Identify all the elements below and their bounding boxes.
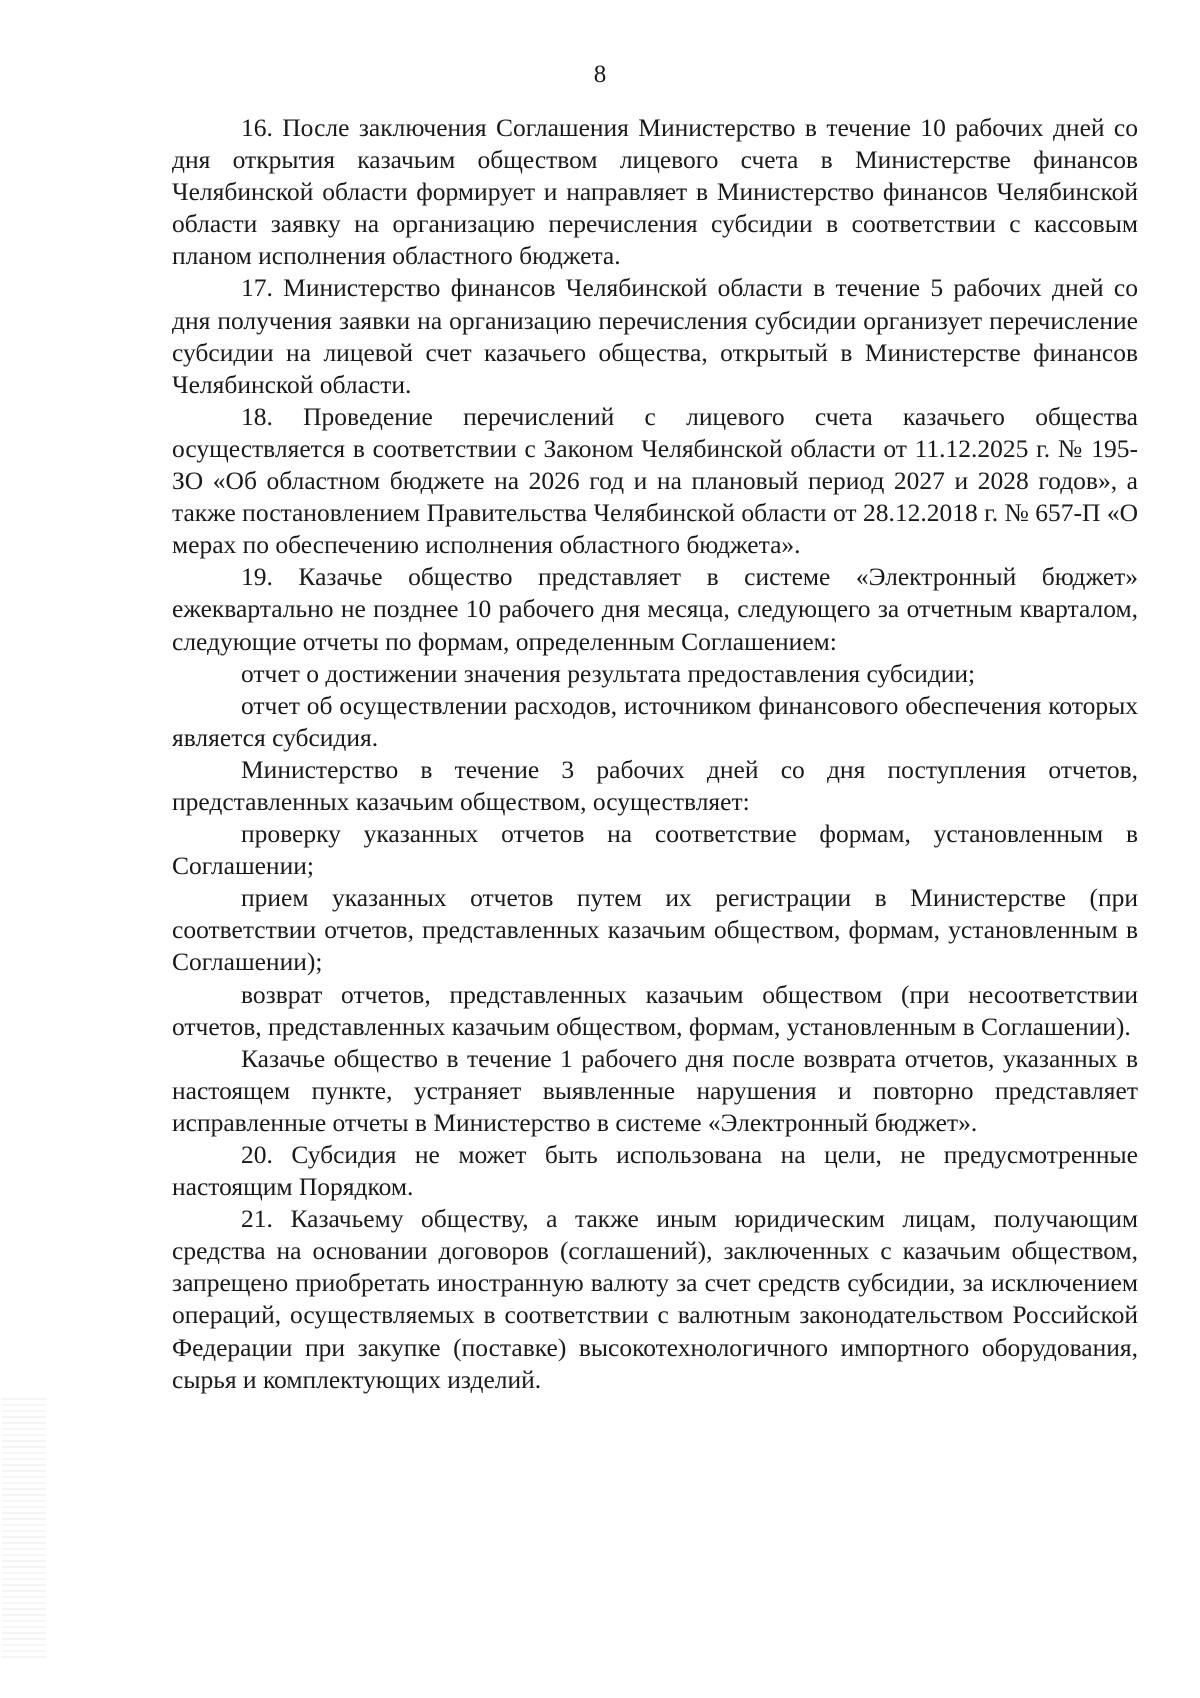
paragraph-16: 16. После заключения Соглашения Министерство в течение 10 рабочих дней со дня открытия казачьим обществом лицевого счета в Министерстве финансов Челябинской области формирует и направляет в Министерство финансов Челябинской области заявку на организацию перечисления субсидии в соответствии с кассовым планом исполнения областного бюджета. xyxy=(172,113,1138,271)
scan-edge-artifact xyxy=(2,1398,46,1658)
paragraph-21: 21. Казачьему обществу, а также иным юридическим лицам, получающим средства на основании договоров (соглашений), заключенных с казачьим обществом, запрещено приобретать иностранную валюту за счет средств субсидии, за исключением операций, осуществляемых в соответствии с валютным законодательством Российской Федерации при закупке (поставке) высокотехнологичного импортного оборудования, сырья и комплектующих изделий. xyxy=(172,1204,1138,1394)
paragraph-19-report-result: отчет о достижении значения результата предоставления субсидии; xyxy=(241,658,976,688)
paragraph-17: 17. Министерство финансов Челябинской области в течение 5 рабочих дней со дня получения заявки на организацию перечисления субсидии организует перечисление субсидии на лицевой счет казачьего общества, открытый в Министерстве финансов Челябинской области. xyxy=(172,273,1138,399)
paragraph-20: 20. Субсидия не может быть использована на цели, не предусмотренные настоящим Порядком. xyxy=(172,1140,1138,1202)
paragraph-19-report-expenses: отчет об осуществлении расходов, источником финансового обеспечения которых является субсидия. xyxy=(172,690,1138,752)
paragraph-19-ministry-review: Министерство в течение 3 рабочих дней со дня поступления отчетов, представленных казачьим обществом, осуществляет: xyxy=(172,754,1138,816)
paragraph-19-correction: Казачье общество в течение 1 рабочего дня после возврата отчетов, указанных в настоящем пункте, устраняет выявленные нарушения и повторно представляет исправленные отчеты в Министерство в системе «Электронный бюджет». xyxy=(172,1043,1138,1137)
paragraph-19-acceptance: прием указанных отчетов путем их регистрации в Министерстве (при соответствии отчетов, представленных казачьим обществом, формам, установленным в Соглашении); xyxy=(172,883,1138,977)
document-body xyxy=(172,112,1138,1396)
paragraph-19-return: возврат отчетов, представленных казачьим обществом (при несоответствии отчетов, представленных казачьим обществом, формам, установленным в Соглашении). xyxy=(172,979,1138,1041)
paragraph-18: 18. Проведение перечислений с лицевого счета казачьего общества осуществляется в соответствии с Законом Челябинской области от 11.12.2025 г. № 195-ЗО «Об областном бюджете на 2026 год и на плановый период 2027 и 2028 годов», а также постановлением Правительства Челябинской области от 28.12.2018 г. № 657-П «О мерах по обеспечению исполнения областного бюджета». xyxy=(172,401,1138,560)
paragraph-19-check: проверку указанных отчетов на соответствие формам, установленным в Соглашении; xyxy=(172,819,1138,881)
page-number: 8 xyxy=(593,61,607,88)
paragraph-19: 19. Казачье общество представляет в системе «Электронный бюджет» ежеквартально не позднее 10 рабочего дня месяца, следующего за отчетным кварталом, следующие отчеты по формам, определенным Соглашением: xyxy=(172,562,1138,656)
